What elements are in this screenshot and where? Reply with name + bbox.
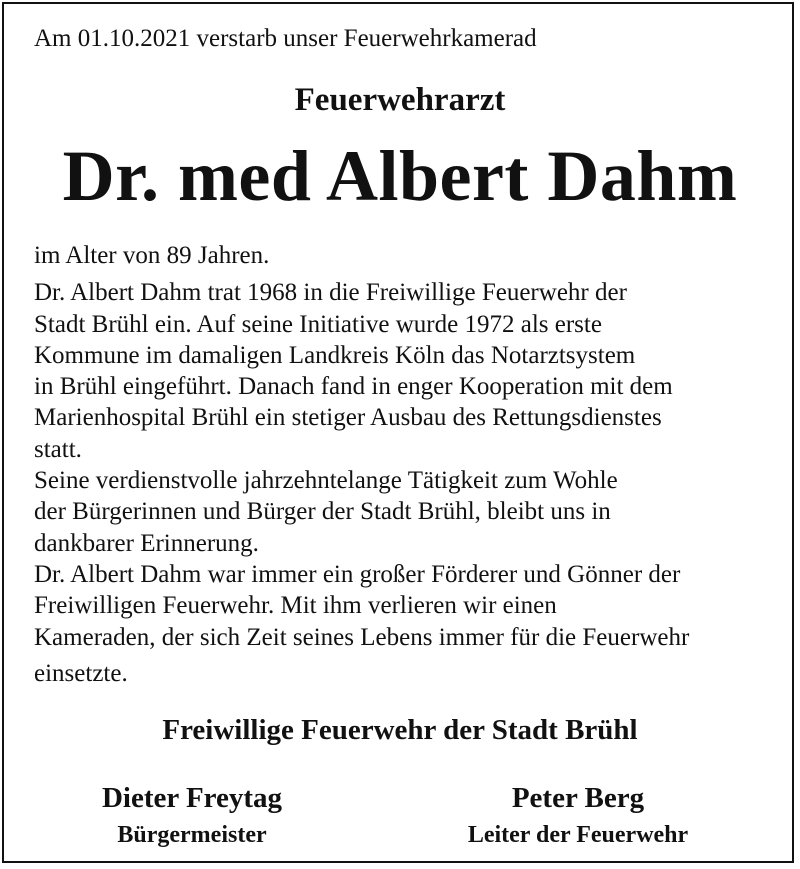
- deceased-role: Feuerwehrarzt: [294, 82, 506, 118]
- body-line: statt.: [34, 435, 82, 463]
- body-line: Dr. Albert Dahm war immer ein großer Förderer und Gönner der: [34, 560, 681, 588]
- body-line: Stadt Brühl ein. Auf seine Initiative wurde 1972 als erste: [34, 310, 602, 338]
- body-line: dankbarer Erinnerung.: [34, 529, 259, 557]
- body-line: Marienhospital Brühl ein stetiger Ausbau des Rettungsdienstes: [34, 404, 662, 432]
- body-line: in Brühl eingeführt. Danach fand in enger Kooperation mit dem: [34, 373, 673, 401]
- age-line: im Alter von 89 Jahren.: [34, 242, 270, 269]
- body-line: einsetzte.: [34, 659, 128, 687]
- body-line: Dr. Albert Dahm trat 1968 in die Freiwillige Feuerwehr der: [34, 279, 627, 307]
- signatory-name: Peter Berg: [511, 782, 645, 814]
- body-line: Freiwilligen Feuerwehr. Mit ihm verlieren wir einen: [34, 592, 557, 620]
- body-line: Kameraden, der sich Zeit seines Lebens immer für die Feuerwehr: [34, 623, 690, 651]
- signatory-name: Dieter Freytag: [101, 782, 283, 814]
- organization-name: Freiwillige Feuerwehr der Stadt Brühl: [162, 714, 638, 746]
- body-line: Kommune im damaligen Landkreis Köln das Notarztsystem: [34, 341, 636, 369]
- deceased-name: Dr. med Albert Dahm: [62, 136, 738, 216]
- signatory-title: Leiter der Feuerwehr: [467, 822, 689, 848]
- signatory-title: Bürgermeister: [117, 822, 267, 848]
- signatory-fire-chief: [418, 778, 738, 852]
- notice-body: [34, 240, 784, 689]
- signatory-mayor: [32, 778, 352, 852]
- intro-line: Am 01.10.2021 verstarb unser Feuerwehrkamerad: [34, 25, 537, 52]
- body-line: Seine verdienstvolle jahrzehntelange Tätigkeit zum Wohle: [34, 467, 618, 495]
- body-line: der Bürgerinnen und Bürger der Stadt Brühl, bleibt uns in: [34, 498, 611, 526]
